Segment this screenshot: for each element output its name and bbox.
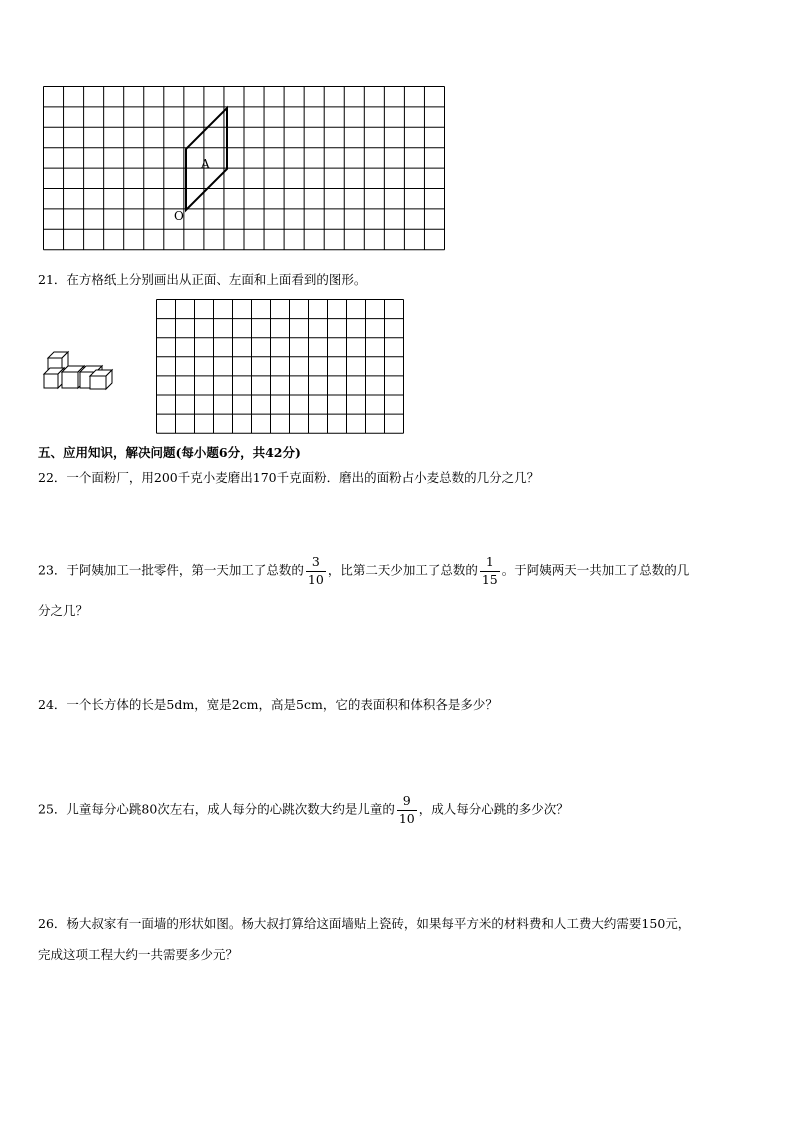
question-23-line2: 分之几？ bbox=[38, 603, 89, 618]
empty-grid bbox=[156, 299, 404, 435]
question-21: 21．在方格纸上分别画出从正面、左面和上面看到的图形。 bbox=[38, 272, 367, 287]
fraction-9-10 bbox=[397, 795, 417, 825]
q25-part1: 25．儿童每分心跳80次左右，成人每分的心跳次数大约是儿童的 bbox=[38, 801, 395, 817]
question-24: 24．一个长方体的长是5dm，宽是2cm，高是5cm，它的表面积和体积各是多少？ bbox=[38, 697, 498, 712]
question-25 bbox=[38, 795, 569, 825]
fraction-3-10 bbox=[306, 556, 326, 586]
frac-denominator: 15 bbox=[481, 571, 498, 587]
q25-part2: ，成人每分心跳的多少次？ bbox=[418, 801, 569, 817]
frac-numerator: 9 bbox=[402, 793, 411, 808]
section-5-title: 五、应用知识，解决问题(每小题6分，共42分) bbox=[38, 445, 301, 460]
frac-denominator: 10 bbox=[307, 571, 324, 587]
q23-part2: ，比第二天少加工了总数的 bbox=[327, 562, 478, 578]
frac-denominator: 10 bbox=[398, 810, 415, 826]
question-26-line1: 26．杨大叔家有一面墙的形状如图。杨大叔打算给这面墙贴上瓷砖，如果每平方米的材料费和人工费大约需要150元， bbox=[38, 916, 691, 931]
grid-with-parallelogram bbox=[43, 86, 445, 254]
label-a: A bbox=[201, 157, 210, 171]
frac-numerator: 3 bbox=[311, 554, 320, 569]
fraction-1-15 bbox=[480, 556, 500, 586]
frac-numerator: 1 bbox=[485, 554, 494, 569]
question-23-line1 bbox=[38, 556, 689, 586]
q23-part1: 23．于阿姨加工一批零件，第一天加工了总数的 bbox=[38, 562, 304, 578]
cube-stack-figure bbox=[40, 348, 120, 392]
question-26-line2: 完成这项工程大约一共需要多少元？ bbox=[38, 947, 239, 962]
question-22: 22．一个面粉厂，用200千克小麦磨出170千克面粉．磨出的面粉占小麦总数的几分之几？ bbox=[38, 470, 540, 485]
q23-part3: 。于阿姨两天一共加工了总数的几 bbox=[501, 562, 690, 578]
label-o: O bbox=[174, 209, 184, 223]
